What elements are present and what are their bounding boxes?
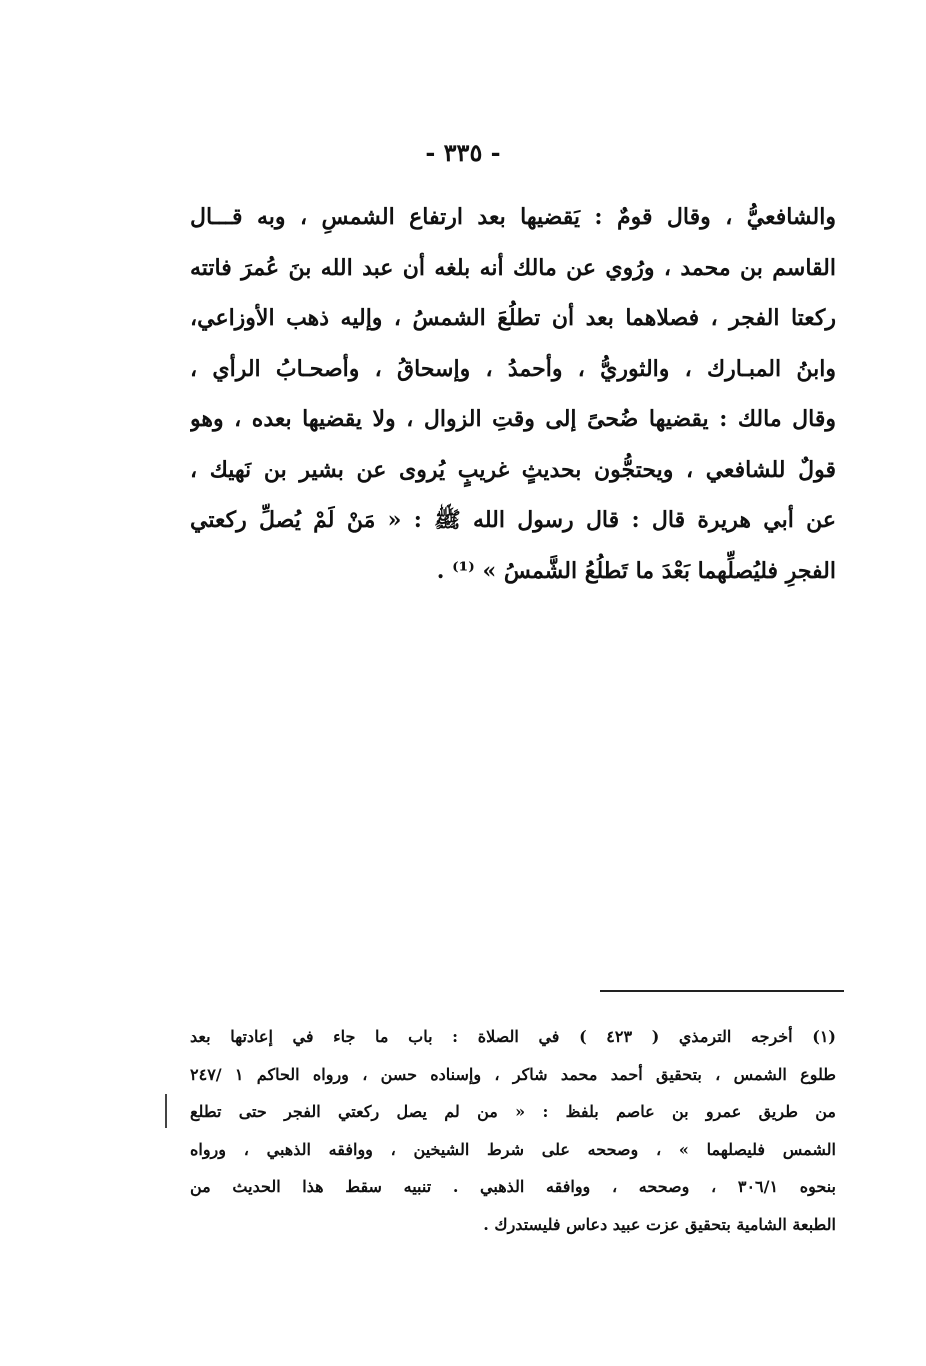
- footnote-line: (١) أخرجه الترمذي ( ٤٢٣ ) في الصلاة : باب ما جاء في إعادتها بعد: [190, 1027, 836, 1046]
- main-text-line: قولٌ للشافعي ، ويحتجُّون بحديثٍ غريبٍ يُروى عن بشير بن نَهيك ،: [190, 456, 836, 483]
- main-text-block: [190, 192, 836, 596]
- main-text-line: والشافعيُّ ، وقال قومٌ : يَقضيها بعد ارتفاع الشمسِ ، وبه قـــال: [190, 204, 836, 230]
- footnote-line: بنحوه ٣٠٦/١ ، وصححه ، ووافقه الذهبي . تنبيه سقط هذا الحديث من: [190, 1177, 836, 1197]
- main-text-line: وابنُ المبـارك ، والثوريُّ ، وأحمدُ ، وإسحاقُ ، وأصحـابُ الرأي ،: [190, 355, 836, 382]
- main-text-line: القاسم بن محمد ، ورُوي عن مالك أنه بلغه أن عبد الله بنَ عُمرَ فاتته: [190, 254, 836, 281]
- footnotes-block: [190, 1018, 836, 1244]
- footnote-line: الشمس فليصلهما » ، وصححه على شرط الشيخين ، ووافقه الذهبي ، ورواه: [190, 1139, 836, 1159]
- main-text-line: وقال مالك : يقضيها ضُحىً إلى وقتِ الزوال ، ولا يقضيها بعده ، وهو: [190, 406, 836, 432]
- page-number: - ٣٣٥ -: [425, 138, 501, 167]
- footnote-separator: [600, 990, 844, 992]
- footnote-line: الطبعة الشامية بتحقيق عزت عبيد دعاس فليستدرك .: [483, 1214, 836, 1234]
- main-text-line: ركعتا الفجر ، فصلاهما بعد أن تطلُعَ الشمسُ ، وإليه ذهب الأوزاعي،: [190, 305, 836, 331]
- margin-mark: [165, 1094, 167, 1128]
- main-text-line: عن أبي هريرة قال : قال رسول الله ﷺ : « مَنْ لَمْ يُصلِّ ركعتي: [190, 507, 836, 533]
- footnote-line: طلوع الشمس ، بتحقيق أحمد محمد شاكر ، وإسناده حسن ، ورواه الحاكم ١ /٢٤٧: [190, 1064, 836, 1084]
- footnote-line: من طريق عمرو بن عاصم بلفظ : « من لم يصل ركعتي الفجر حتى تطلع: [190, 1102, 836, 1122]
- main-text-line: الفجرِ فليُصلِّهما بَعْدَ ما تَطلُعُ الشَّمسُ » ⁽¹⁾ .: [436, 557, 836, 584]
